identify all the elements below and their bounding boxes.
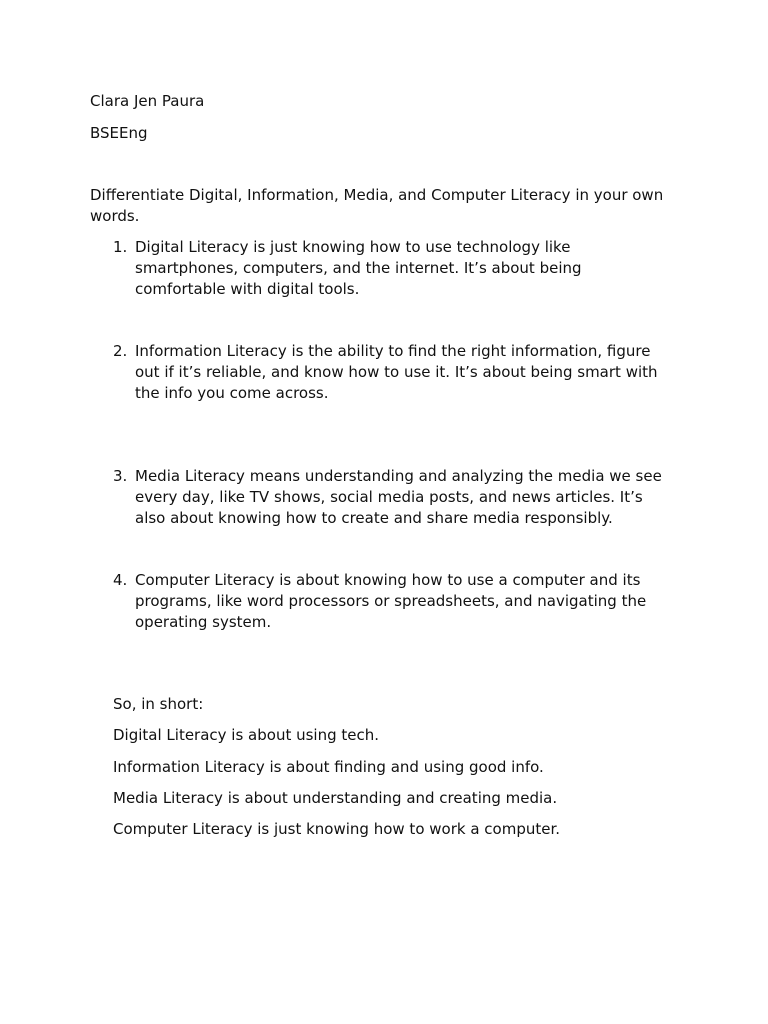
list-item-number: 1. — [113, 238, 128, 256]
list-item-text: Computer Literacy is about knowing how to use a computer and its programs, like word processors or spreadsheets, and navigating the operating system. — [135, 571, 647, 631]
list-item — [113, 237, 673, 300]
summary-line: Media Literacy is about understanding and creating media. — [113, 789, 558, 807]
list-item — [113, 466, 673, 529]
author-name: Clara Jen Paura — [90, 92, 205, 110]
list-item-number: 3. — [113, 467, 128, 485]
summary-intro: So, in short: — [113, 695, 204, 713]
list-item-number: 4. — [113, 571, 128, 589]
summary-line: Information Literacy is about finding and using good info. — [113, 758, 544, 776]
list-item — [113, 341, 673, 404]
list-item-number: 2. — [113, 342, 128, 360]
list-item-text: Information Literacy is the ability to find the right information, figure out if it’s reliable, and know how to use it. It’s about being smart with the info you come across. — [135, 342, 658, 402]
question-prompt: Differentiate Digital, Information, Media, and Computer Literacy in your own words. — [90, 186, 664, 225]
course-label: BSEEng — [90, 124, 148, 142]
list-item-text: Media Literacy means understanding and analyzing the media we see every day, like TV shows, social media posts, and news articles. It’s also about knowing how to create and share media responsibly. — [135, 467, 662, 527]
list-item — [113, 570, 673, 633]
summary-line: Digital Literacy is about using tech. — [113, 726, 380, 744]
summary-line: Computer Literacy is just knowing how to work a computer. — [113, 820, 561, 838]
list-item-text: Digital Literacy is just knowing how to use technology like smartphones, computers, and the internet. It’s about being comfortable with digital tools. — [135, 238, 582, 298]
